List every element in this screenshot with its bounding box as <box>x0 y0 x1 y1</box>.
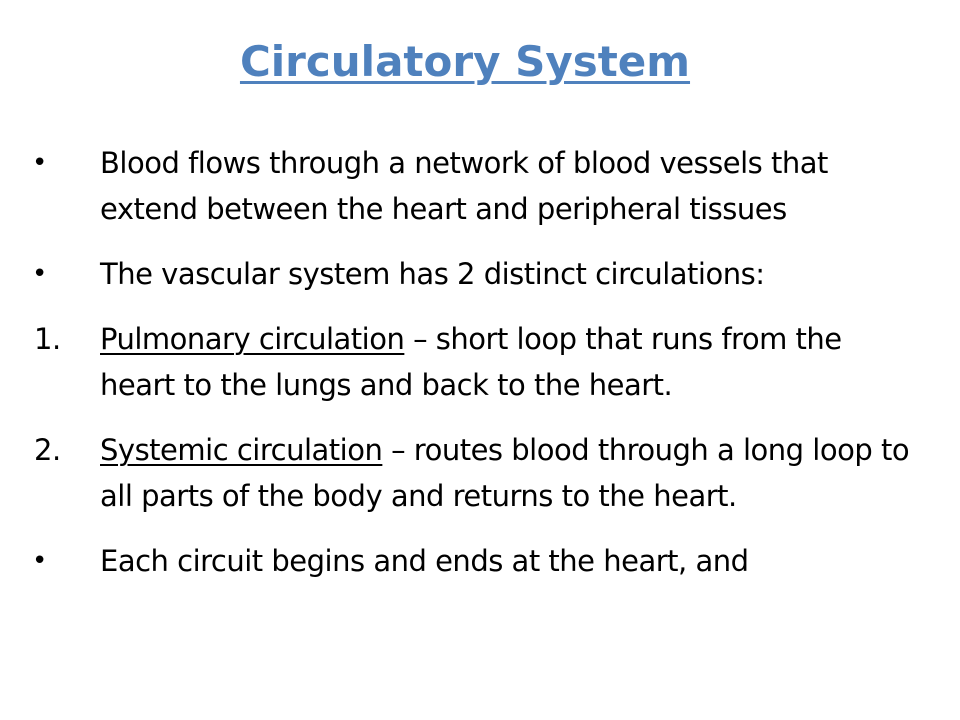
bullet-text: Blood flows through a network of blood vessels that extend between the heart and peripheral tissues <box>100 146 828 226</box>
slide-title: Circulatory System <box>239 37 691 86</box>
list-number: 2. <box>34 433 61 467</box>
definition-text: – short loop that runs from the heart to the lungs and back to the heart. <box>100 322 842 402</box>
numbered-item-systemic <box>0 427 910 519</box>
bullet-list <box>0 140 960 584</box>
bullet-item-circuit <box>0 538 910 584</box>
bullet-icon: • <box>32 148 47 178</box>
bullet-item-blood-flow <box>0 140 910 232</box>
bullet-icon: • <box>32 546 47 576</box>
bullet-text: Each circuit begins and ends at the heart, and <box>100 544 749 578</box>
term-pulmonary-circulation: Pulmonary circulation <box>100 322 405 356</box>
bullet-icon: • <box>32 259 47 289</box>
bullet-item-vascular-system <box>0 251 910 297</box>
term-systemic-circulation: Systemic circulation <box>100 433 383 467</box>
bullet-text: The vascular system has 2 distinct circulations: <box>100 257 765 291</box>
list-number: 1. <box>34 322 61 356</box>
definition-text: – routes blood through a long loop to all parts of the body and returns to the heart. <box>100 433 910 513</box>
numbered-item-pulmonary <box>0 316 910 408</box>
